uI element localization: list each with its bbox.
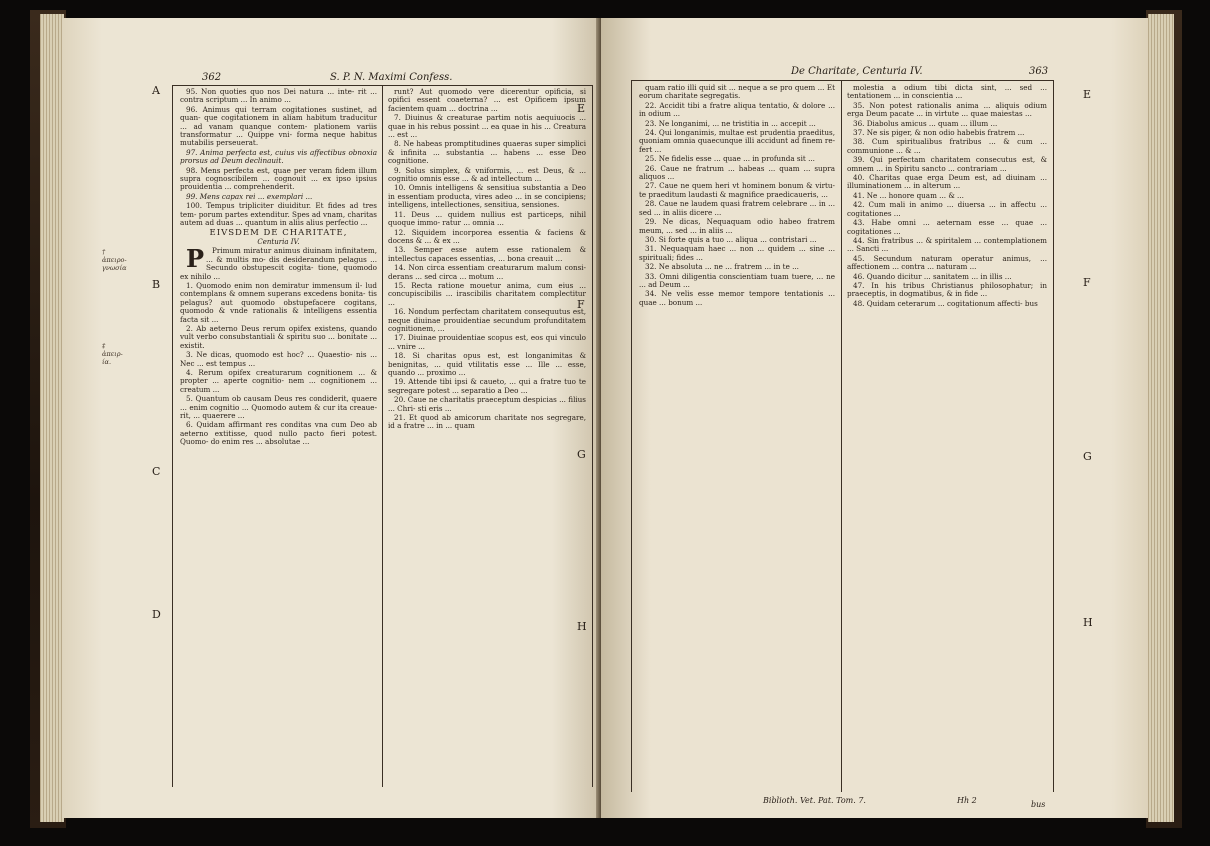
- margin-letter-e: E: [577, 102, 586, 115]
- paragraph: 31. Nequaquam haec ... non ... quidem ... sine ... spirituali; fides ...: [639, 244, 835, 262]
- paragraph: quam ratio illi quid sit ... neque a se pro quem ... Et eorum charitate segregatis.: [639, 84, 835, 101]
- margin-letter-g: G: [577, 448, 586, 461]
- paragraph: 8. Ne habeas promptitudines quaeras super simplici & infinita ... substantia ... habens ... esse Deo cognitione.: [388, 139, 586, 166]
- paragraph: 47. In his tribus Christianus philosophatur; in praeceptis, in dogmatibus, & in fide ...: [847, 280, 1047, 299]
- right-header-rule: [631, 80, 1053, 81]
- paragraph-dropcap: [180, 244, 377, 281]
- paragraph: 7. Diuinus & creaturae partim notis aequiuocis ... quae in his rebus possint ... ea quae in his ... Creatura ... est ...: [388, 113, 586, 140]
- paragraph: 27. Caue ne quem heri vt hominem bonum & virtu- te praeditum laudasti & magnifice praedicaueris, ...: [639, 181, 835, 199]
- paragraph: 25. Ne fidelis esse ... quae ... in profunda sit ...: [645, 154, 815, 164]
- paragraph: 45. Secundum naturam operatur animus, ... affectionem ... contra ... naturam ...: [847, 253, 1047, 272]
- paragraph: 4. Rerum opifex creaturarum cognitionem ... & propter ... aperte cognitio- nem ... cognitionem ... creatum ...: [180, 368, 377, 394]
- paragraph: 98. Mens perfecta est, quae per veram fidem illum supra cognoscibilem ... cognouit ... ex ipso ipsius prouidentia ... comprehenderit.: [180, 165, 377, 192]
- paragraph: 28. Caue ne laudem quasi fratrem celebrare ... in ... sed ... in aliis dicere ...: [639, 199, 835, 217]
- right-outer-rule: [1053, 80, 1054, 792]
- paragraph: 22. Accidit tibi a fratre aliqua tentatio, & dolore ... in odium ...: [639, 100, 835, 119]
- left-outer-rule: [172, 85, 173, 787]
- paragraph: runt? Aut quomodo vere dicerentur opificia, si opifici essent coaeterna? ... est Opificem ipsum facientem quam ... doctrina ...: [388, 88, 586, 113]
- drop-cap: P: [186, 244, 205, 274]
- paragraph: 95. Non quoties quo nos Dei natura ... inte- rit ... contra scriptum ... In animo ...: [180, 88, 377, 105]
- paragraph: 6. Quidam affirmant res conditas vna cum Deo ab aeterno extitisse, quod nullo pacto fieri potest. Quomo- do enim res ... absolutae ...: [180, 420, 377, 447]
- paragraph: 20. Caue ne charitatis praeceptum despicias ... filius ... Chri- sti eris ...: [388, 395, 586, 413]
- right-margin-letter-g: G: [1083, 450, 1092, 463]
- left-page-number: 362: [202, 72, 222, 83]
- left-page: [62, 18, 607, 818]
- paragraph: 30. Si forte quis a tuo ... aliqua ... contristari ...: [645, 234, 817, 244]
- margin-letter-h: H: [577, 620, 587, 633]
- right-column-rule: [841, 80, 842, 792]
- right-running-title: De Charitate, Centuria IV.: [791, 66, 923, 77]
- paragraph: 16. Nondum perfectam charitatem consequutus est, neque diuinae prouidentiae secundum profunditatem cognitionem, ...: [388, 307, 586, 333]
- section-heading: EIVSDEM DE CHARITATE,: [209, 227, 348, 238]
- left-inner-rule: [592, 85, 593, 787]
- paragraph: 37. Ne sis piger, & non odio habebis fratrem ...: [853, 128, 1025, 138]
- paragraph: 35. Non potest rationalis anima ... aliquis odium erga Deum pacate ... in virtute ... quae maiestas ...: [847, 100, 1047, 119]
- paragraph: 2. Ab aeterno Deus rerum opifex existens, quando vult verbo consubstantiali & spiritu suo ... bonitate ... existit.: [180, 323, 377, 350]
- left-page-edges: [40, 14, 64, 822]
- paragraph: 33. Omni diligentia conscientiam tuam tuere, ... ne ... ad Deum ...: [639, 271, 835, 289]
- margin-letter-d: D: [152, 608, 161, 621]
- footer-collection: Biblioth. Vet. Pat. Tom. 7.: [763, 796, 866, 805]
- footer-catchword: bus: [1031, 800, 1046, 809]
- paragraph: 21. Et quod ab amicorum charitate nos segregare, id a fratre ... in ... quam: [388, 413, 586, 431]
- paragraph: 34. Ne velis esse memor tempore tentationis ... quae ... bonum ...: [639, 289, 835, 307]
- paragraph: 10. Omnis intelligens & sensitiua substantia a Deo in essentiam producta, vires adeo ... in se concipiens; intelligens, intellectiones, sensitiua, sensiones.: [388, 183, 586, 210]
- side-note-2: ‡ ἀπειρ- ία.: [102, 342, 123, 366]
- paragraph: 41. Ne ... honore quam ... & ...: [853, 190, 964, 200]
- margin-letter-f: F: [577, 298, 585, 311]
- paragraph: 3. Ne dicas, quomodo est hoc? ... Quaestio- nis ... Nec ... est tempus ...: [180, 350, 377, 368]
- right-page-edges: [1148, 14, 1174, 822]
- left-column-1: [180, 88, 377, 786]
- paragraph: 39. Qui perfectam charitatem consecutus est, & omnem ... in Spiritu sancto ... contrariam ...: [847, 155, 1047, 173]
- right-column-1: [639, 84, 835, 790]
- paragraph: molestia a odium tibi dicta sint, ... sed ... tentationem ... in conscientia ...: [847, 84, 1047, 101]
- paragraph: 17. Diuinae prouidentiae scopus est, eos qui vinculo ... vnire ...: [388, 333, 586, 351]
- paragraph: 96. Animus qui terram cogitationes sustinet, ad quan- que cogitationem in aliam habitum traducitur ... ad vanam quanque contem- plationem variis transformatur ... Quippe vni- forma neque habitus mutabilis perseuerat.: [180, 104, 377, 148]
- margin-letter-b: B: [152, 278, 161, 291]
- right-page-number: 363: [1029, 66, 1049, 77]
- paragraph: 13. Semper esse autem esse rationalem & intellectus capaces essentias, ... bona creauit ...: [388, 245, 586, 263]
- right-inner-rule: [631, 80, 632, 792]
- paragraph: 11. Deus ... quidem nullius est particeps, nihil quoque immo- ratur ... omnia ...: [388, 209, 586, 228]
- side-note-1: † ἀπειρο- γνωσία: [102, 248, 127, 272]
- left-column-rule: [382, 85, 383, 787]
- paragraph: 42. Cum mali in animo ... diuersa ... in affectu ... cogitationes ...: [847, 200, 1047, 218]
- intro-text: Primum miratur animus diuinam infinitatem, ... & multis mo- dis desiderandum pelagus ... Secundo obstupescit cogita- tione, quomodo ex nihilo ...: [180, 246, 377, 281]
- paragraph: 23. Ne longanimi, ... ne tristitia in ... accepit ...: [645, 118, 816, 128]
- paragraph: 29. Ne dicas, Nequaquam odio habeo fratrem meum, ... sed ... in aliis ...: [639, 217, 835, 235]
- paragraph: 14. Non circa essentiam creaturarum malum consi- derans ... sed circa ... motum ...: [388, 263, 586, 281]
- paragraph: 24. Qui longanimis, multae est prudentia praeditus, quoniam omnia quaecunque illi accidunt ad finem re- fert ...: [639, 128, 835, 154]
- paragraph: 100. Tempus tripliciter diuiditur. Et fides ad tres tem- porum partes extenditur. Spes ad vnam, charitas autem ad duas ... quantum in aliis alius perfectio ...: [180, 201, 377, 228]
- left-column-2: [388, 88, 586, 786]
- paragraph: 38. Cum spiritualibus fratribus ... & cum ... communione ... & ...: [847, 137, 1047, 155]
- paragraph: 36. Diabolus amicus ... quam ... illum ...: [853, 118, 998, 128]
- paragraph: 19. Attende tibi ipsi & caueto, ... qui a fratre tuo te segregare potest ... separatio a Deo ...: [388, 377, 586, 395]
- right-margin-letter-f: F: [1083, 276, 1091, 289]
- paragraph: 43. Habe omni ... aeternam esse ... quae ... cogitationes ...: [847, 218, 1047, 236]
- paragraph: 48. Quidam ceterarum ... cogitationum affecti- bus: [853, 298, 1038, 308]
- paragraph: 97. Anima perfecta est, cuius vis affectibus obnoxia prorsus ad Deum declinauit.: [180, 147, 377, 166]
- footer-signature: Hh 2: [957, 796, 977, 805]
- right-margin-letter-e: E: [1083, 88, 1092, 101]
- paragraph: 99. Mens capax rei ... exemplari ...: [186, 191, 313, 201]
- paragraph: 9. Solus simplex, & vniformis, ... est Deus, & ... cognitio omnis esse ... & ad intellectum ...: [388, 165, 586, 184]
- paragraph: 32. Ne absoluta ... ne ... fratrem ... in te ...: [645, 262, 799, 272]
- right-page: [601, 18, 1148, 818]
- paragraph: 26. Caue ne fratrum ... habeas ... quam ... supra aliquos ...: [639, 163, 835, 182]
- right-margin-letter-h: H: [1083, 616, 1093, 629]
- section-subheading: Centuria IV.: [257, 237, 300, 246]
- paragraph: 5. Quantum ob causam Deus res condiderit, quaere ... enim cognitio ... Quomodo autem & cur ita creaue- rit, ... quaerere ...: [180, 394, 377, 421]
- right-column-2: [847, 84, 1047, 790]
- paragraph: 15. Recta ratione mouetur anima, cum eius ... concupiscibilis ... irascibilis charitatem complectitur ...: [388, 280, 586, 307]
- paragraph: 12. Siquidem incorporea essentia & faciens & docens & ... & ex ...: [388, 227, 586, 245]
- left-running-title: S. P. N. Maximi Confess.: [330, 72, 453, 83]
- paragraph: 44. Sin fratribus ... & spiritalem ... contemplationem ... Sancti ...: [847, 235, 1047, 254]
- margin-letter-a: A: [152, 84, 160, 97]
- paragraph: 46. Quando dicitur ... sanitatem ... in illis ...: [853, 271, 1012, 281]
- paragraph: 40. Charitas quae erga Deum est, ad diuinam ... illuminationem ... in alterum ...: [847, 173, 1047, 191]
- paragraph: 1. Quomodo enim non demiratur immensum il- lud contemplans & omnem superans excedens bonita- tis pelagus? aut quomodo obstupefacere cogitans, quomodo & vnde rationalis & intelligens essentia facta sit ...: [180, 280, 377, 324]
- paragraph: 18. Si charitas opus est, est longanimitas & benignitas, ... quid vtilitatis esse ... Ille ... esse, quando ... proximo ...: [388, 351, 586, 377]
- margin-letter-c: C: [152, 465, 161, 478]
